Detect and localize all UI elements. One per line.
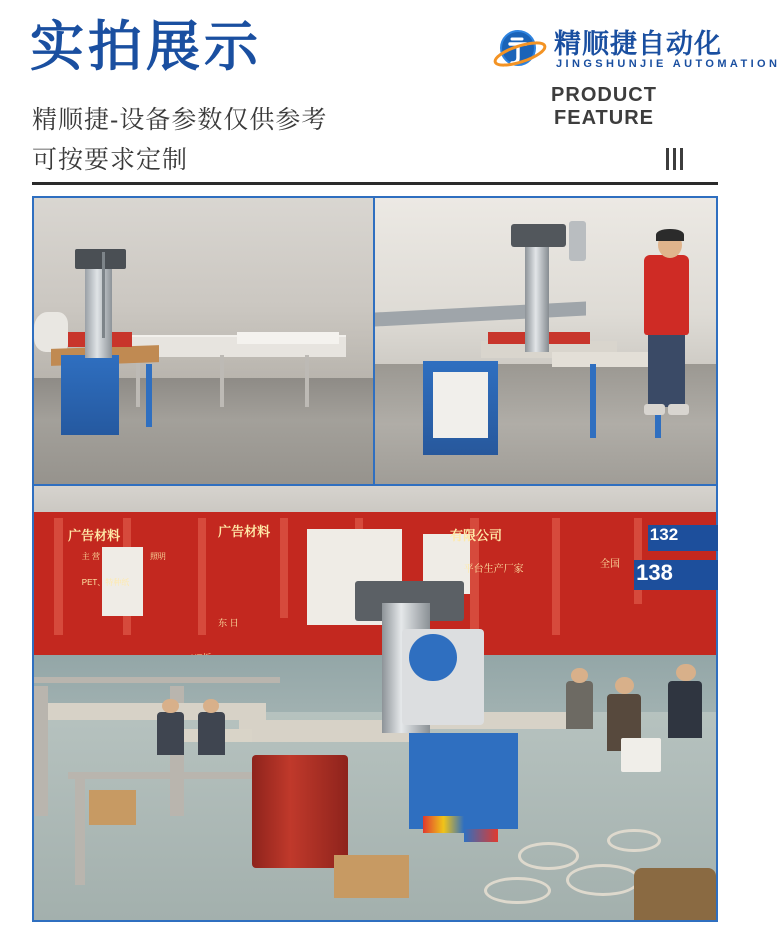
- signage-text: 主 营: [81, 552, 100, 562]
- three-vertical-bars-icon: [666, 148, 692, 170]
- signage-text: 广告材料: [68, 528, 121, 544]
- photo-workshop-machine-right: [375, 198, 716, 484]
- photo-exhibition-booth: [34, 484, 716, 920]
- feature-label: [514, 84, 694, 130]
- page-header: [0, 0, 780, 198]
- signage-number: 138: [634, 560, 718, 590]
- signage-text: 全国: [600, 559, 621, 571]
- feature-label-line-1: PRODUCT: [551, 84, 657, 106]
- subtitle-line-2: 可按要求定制: [32, 146, 189, 174]
- signage-text: 东 日: [218, 618, 239, 629]
- signage-text: 照明: [149, 552, 166, 562]
- signage-text: 有限公司: [450, 528, 503, 544]
- feature-label-line-2: FEATURE: [554, 107, 654, 129]
- page-title: 实拍展示: [30, 17, 262, 77]
- signage-number: 132: [648, 525, 718, 551]
- signage-text: 平台生产厂家: [463, 563, 524, 575]
- brand-block: [494, 22, 780, 80]
- photo-row-top: [34, 198, 716, 484]
- subtitle-line-1: 精顺捷-设备参数仅供参考: [32, 106, 328, 134]
- planet-jt-logo-icon: [494, 24, 546, 76]
- photo-workshop-machine-left: [34, 198, 375, 484]
- brand-name-en: JINGSHUNJIE AUTOMATION: [556, 58, 780, 70]
- header-divider: [32, 182, 718, 185]
- photo-gallery: [32, 196, 718, 922]
- brand-name-cn: 精顺捷自动化: [554, 29, 722, 59]
- signage-text: PET、特种纸: [81, 578, 130, 588]
- signage-text: 广告材料: [218, 523, 271, 539]
